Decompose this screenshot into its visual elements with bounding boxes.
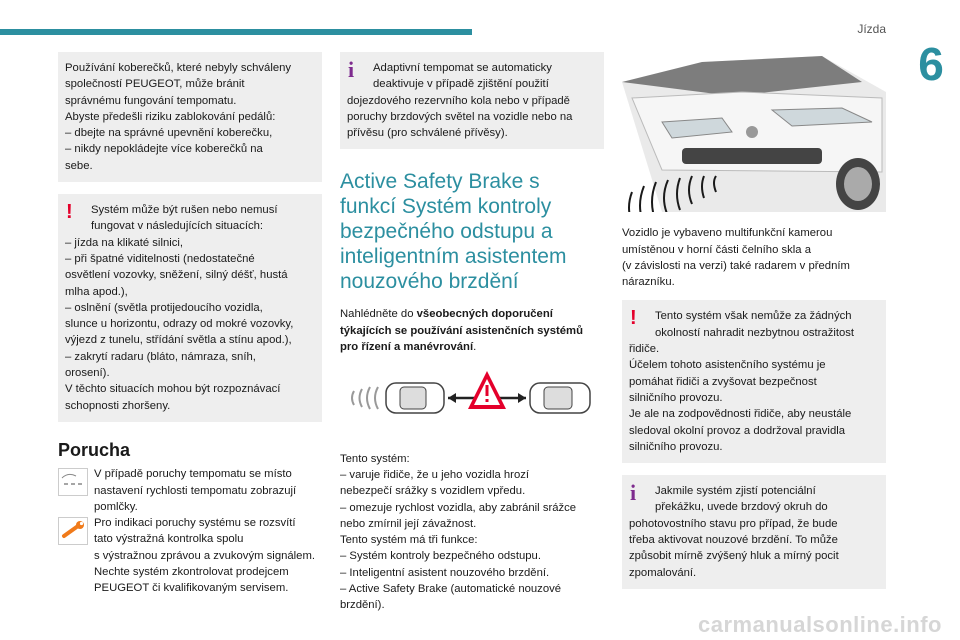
wrench-warning-icon — [58, 517, 88, 545]
text-line: správnému fungování tempomatu. — [65, 94, 237, 107]
info-box-brake-circuit-text — [629, 480, 877, 581]
warning-box-interference — [58, 194, 322, 422]
text-line: V těchto situacích mohou být rozpoznávací — [65, 383, 281, 396]
section-heading-active-safety-brake — [340, 169, 604, 294]
text-line: způsobit mírně zvýšený hluk a mírný pocit — [629, 550, 839, 563]
text-line: silničního provozu. — [629, 391, 723, 404]
text-line: překážku, uvede brzdový okruh do — [655, 501, 828, 514]
info-box-brake-circuit — [622, 475, 886, 589]
text-line: Používání koberečků, které nebyly schváleny — [65, 62, 292, 74]
text-line: orosení). — [65, 367, 110, 380]
system-description-text — [340, 451, 604, 614]
text-line: zpomalování. — [629, 566, 697, 579]
info-box-deactivation — [340, 52, 604, 149]
column-1 — [58, 52, 322, 597]
header-accent-bar — [0, 29, 472, 35]
text-line: pohotovostního stavu pro případ, že bude — [629, 517, 838, 530]
text-line: nouzového brzdění — [340, 270, 519, 294]
text-line: deaktivuje v případě zjištění použití — [373, 78, 549, 91]
reference-bold-1: všeobecných doporučení — [416, 308, 553, 321]
text-line: přívěsu (pro schválené přívěsy). — [347, 127, 508, 140]
equipment-intro-text — [622, 225, 886, 290]
chapter-tab — [902, 35, 960, 95]
info-icon: i — [630, 480, 637, 506]
fault-warning-text — [94, 515, 322, 596]
text-line: nárazníku. — [622, 276, 675, 289]
text-line: pomáhat řidiči a zvyšovat bezpečnost — [629, 375, 817, 388]
text-line: Active Safety Brake s — [340, 170, 540, 194]
fault-dashes-text — [94, 466, 322, 515]
text-line: PEUGEOT či kvalifikovaným servisem. — [94, 582, 289, 595]
text-line: silničního provozu. — [629, 440, 723, 453]
text-line: mlha apod.), — [65, 285, 128, 298]
text-line: sebe. — [65, 159, 93, 172]
rear-car-icon — [352, 383, 444, 413]
text-line: osvětlení vozovky, sněžení, silný déšť, hustá — [65, 269, 288, 282]
text-line: – oslnění (světla protijedoucího vozidla, — [65, 301, 263, 314]
text-line: – Inteligentní asistent nouzového brzdění. — [340, 566, 550, 579]
section-title: Jízda — [857, 22, 886, 36]
text-line: s výstražnou zprávou a zvukovým signálem. — [94, 549, 316, 562]
text-line: okolností nahradit nezbytnou ostražitost — [655, 326, 855, 339]
reference-bold-3: pro řízení a manévrování — [340, 341, 474, 354]
text-line: dojezdového rezervního kola nebo v případě — [347, 94, 570, 107]
column-3 — [622, 52, 886, 601]
text-line: – nikdy nepokládejte více koberečků na — [65, 143, 263, 156]
text-line: pomlčky. — [94, 500, 138, 513]
text-line: výjezd z tunelu, střídání světla a stínu apod.), — [65, 334, 292, 347]
info-icon: i — [348, 57, 355, 82]
floor-mat-note-text — [65, 60, 313, 174]
text-line: slunce u horizontu, odrazy od mokré vozovky, — [65, 318, 294, 331]
text-line: – varuje řidiče, že u jeho vozidla hrozí — [340, 468, 530, 481]
front-car-icon — [530, 383, 590, 413]
collision-warning-illustration — [340, 365, 604, 435]
text-line: – dbejte na správné upevnění koberečku, — [65, 127, 273, 140]
text-line: Vozidlo je vybaveno multifunkční kamerou — [622, 227, 833, 240]
reference-prefix: Nahlédněte do — [340, 308, 417, 321]
warning-box-responsibility — [622, 300, 886, 463]
text-line: fungovat v následujících situacích: — [91, 220, 264, 233]
column-2 — [340, 52, 604, 614]
text-line: Pro indikaci poruchy systému se rozsvítí — [94, 517, 296, 530]
text-line: Nechte systém zkontrolovat prodejcem — [94, 566, 289, 579]
text-line: – zakrytí radaru (bláto, námraza, sníh, — [65, 350, 256, 363]
text-line: třeba aktivovat nouzové brzdění. To může — [629, 534, 838, 547]
text-line: Tento systém má tři funkce: — [340, 534, 478, 547]
warning-icon: ! — [66, 201, 73, 224]
fault-row-warning — [58, 515, 322, 596]
floor-mat-note — [58, 52, 322, 182]
text-line: Účelem tohoto asistenčního systému je — [629, 359, 826, 372]
text-line: bezpečného odstupu a — [340, 220, 553, 244]
fault-heading: Porucha — [58, 439, 131, 460]
text-line: – Active Safety Brake (automatické nouzové — [340, 583, 562, 596]
text-line: (v závislosti na verzi) také radarem v předním — [622, 259, 850, 272]
text-line: nastavení rychlosti tempomatu zobrazují — [94, 484, 297, 497]
text-line: tato výstražná kontrolka spolu — [94, 533, 244, 546]
text-line: – Systém kontroly bezpečného odstupu. — [340, 550, 541, 563]
collision-warning-triangle-icon — [468, 371, 506, 409]
warning-icon: ! — [630, 307, 637, 330]
text-line: Je ale na zodpovědnosti řidiče, aby neustále — [629, 408, 852, 421]
text-line: V případě poruchy tempomatu se místo — [94, 468, 292, 481]
text-line: nebo zmírnil její závažnost. — [340, 517, 477, 530]
reference-suffix: . — [473, 341, 477, 354]
text-line: Tento systém však nemůže za žádných — [655, 310, 852, 323]
speed-dashes-icon — [58, 468, 88, 496]
warning-box-text — [65, 202, 313, 414]
fault-row-dashes — [58, 466, 322, 515]
text-line: řidiče. — [629, 343, 660, 356]
reference-bold-2: týkajících se používání asistenčních systémů — [340, 324, 583, 337]
text-line: umístěnou v horní části čelního skla a — [622, 243, 812, 256]
text-line: inteligentním asistentem — [340, 245, 567, 269]
text-line: Tento systém: — [340, 452, 410, 465]
warning-box-responsibility-text — [629, 308, 877, 455]
text-line: – při špatné viditelnosti (nedostatečné — [65, 252, 255, 265]
text-line: Abyste předešli riziku zablokování pedálů: — [65, 110, 276, 123]
chapter-number: 6 — [918, 38, 944, 90]
text-line: schopnosti zhoršeny. — [65, 399, 171, 412]
reference-paragraph — [340, 306, 604, 355]
info-box-text — [347, 57, 595, 141]
text-line: – omezuje rychlost vozidla, aby zabránil srážce — [340, 501, 577, 514]
text-line: společností PEUGEOT, může bránit — [65, 78, 245, 91]
text-line: funkcí Systém kontroly — [340, 195, 552, 219]
text-line: Adaptivní tempomat se automaticky — [373, 62, 552, 74]
watermark-text: carmanualsonline.info — [698, 612, 942, 637]
text-line: nebezpečí srážky s vozidlem vpředu. — [340, 485, 526, 498]
text-line: poruchy brzdových světel na vozidle nebo na — [347, 110, 573, 123]
text-line: Systém může být rušen nebo nemusí — [91, 204, 278, 217]
text-line: sledoval okolní provoz a dodržoval pravidla — [629, 424, 846, 437]
car-front-radar-illustration — [622, 52, 886, 212]
text-line: brzdění). — [340, 599, 385, 612]
text-line: Jakmile systém zjistí potenciální — [655, 485, 816, 498]
text-line: – jízda na klikaté silnici, — [65, 236, 184, 249]
